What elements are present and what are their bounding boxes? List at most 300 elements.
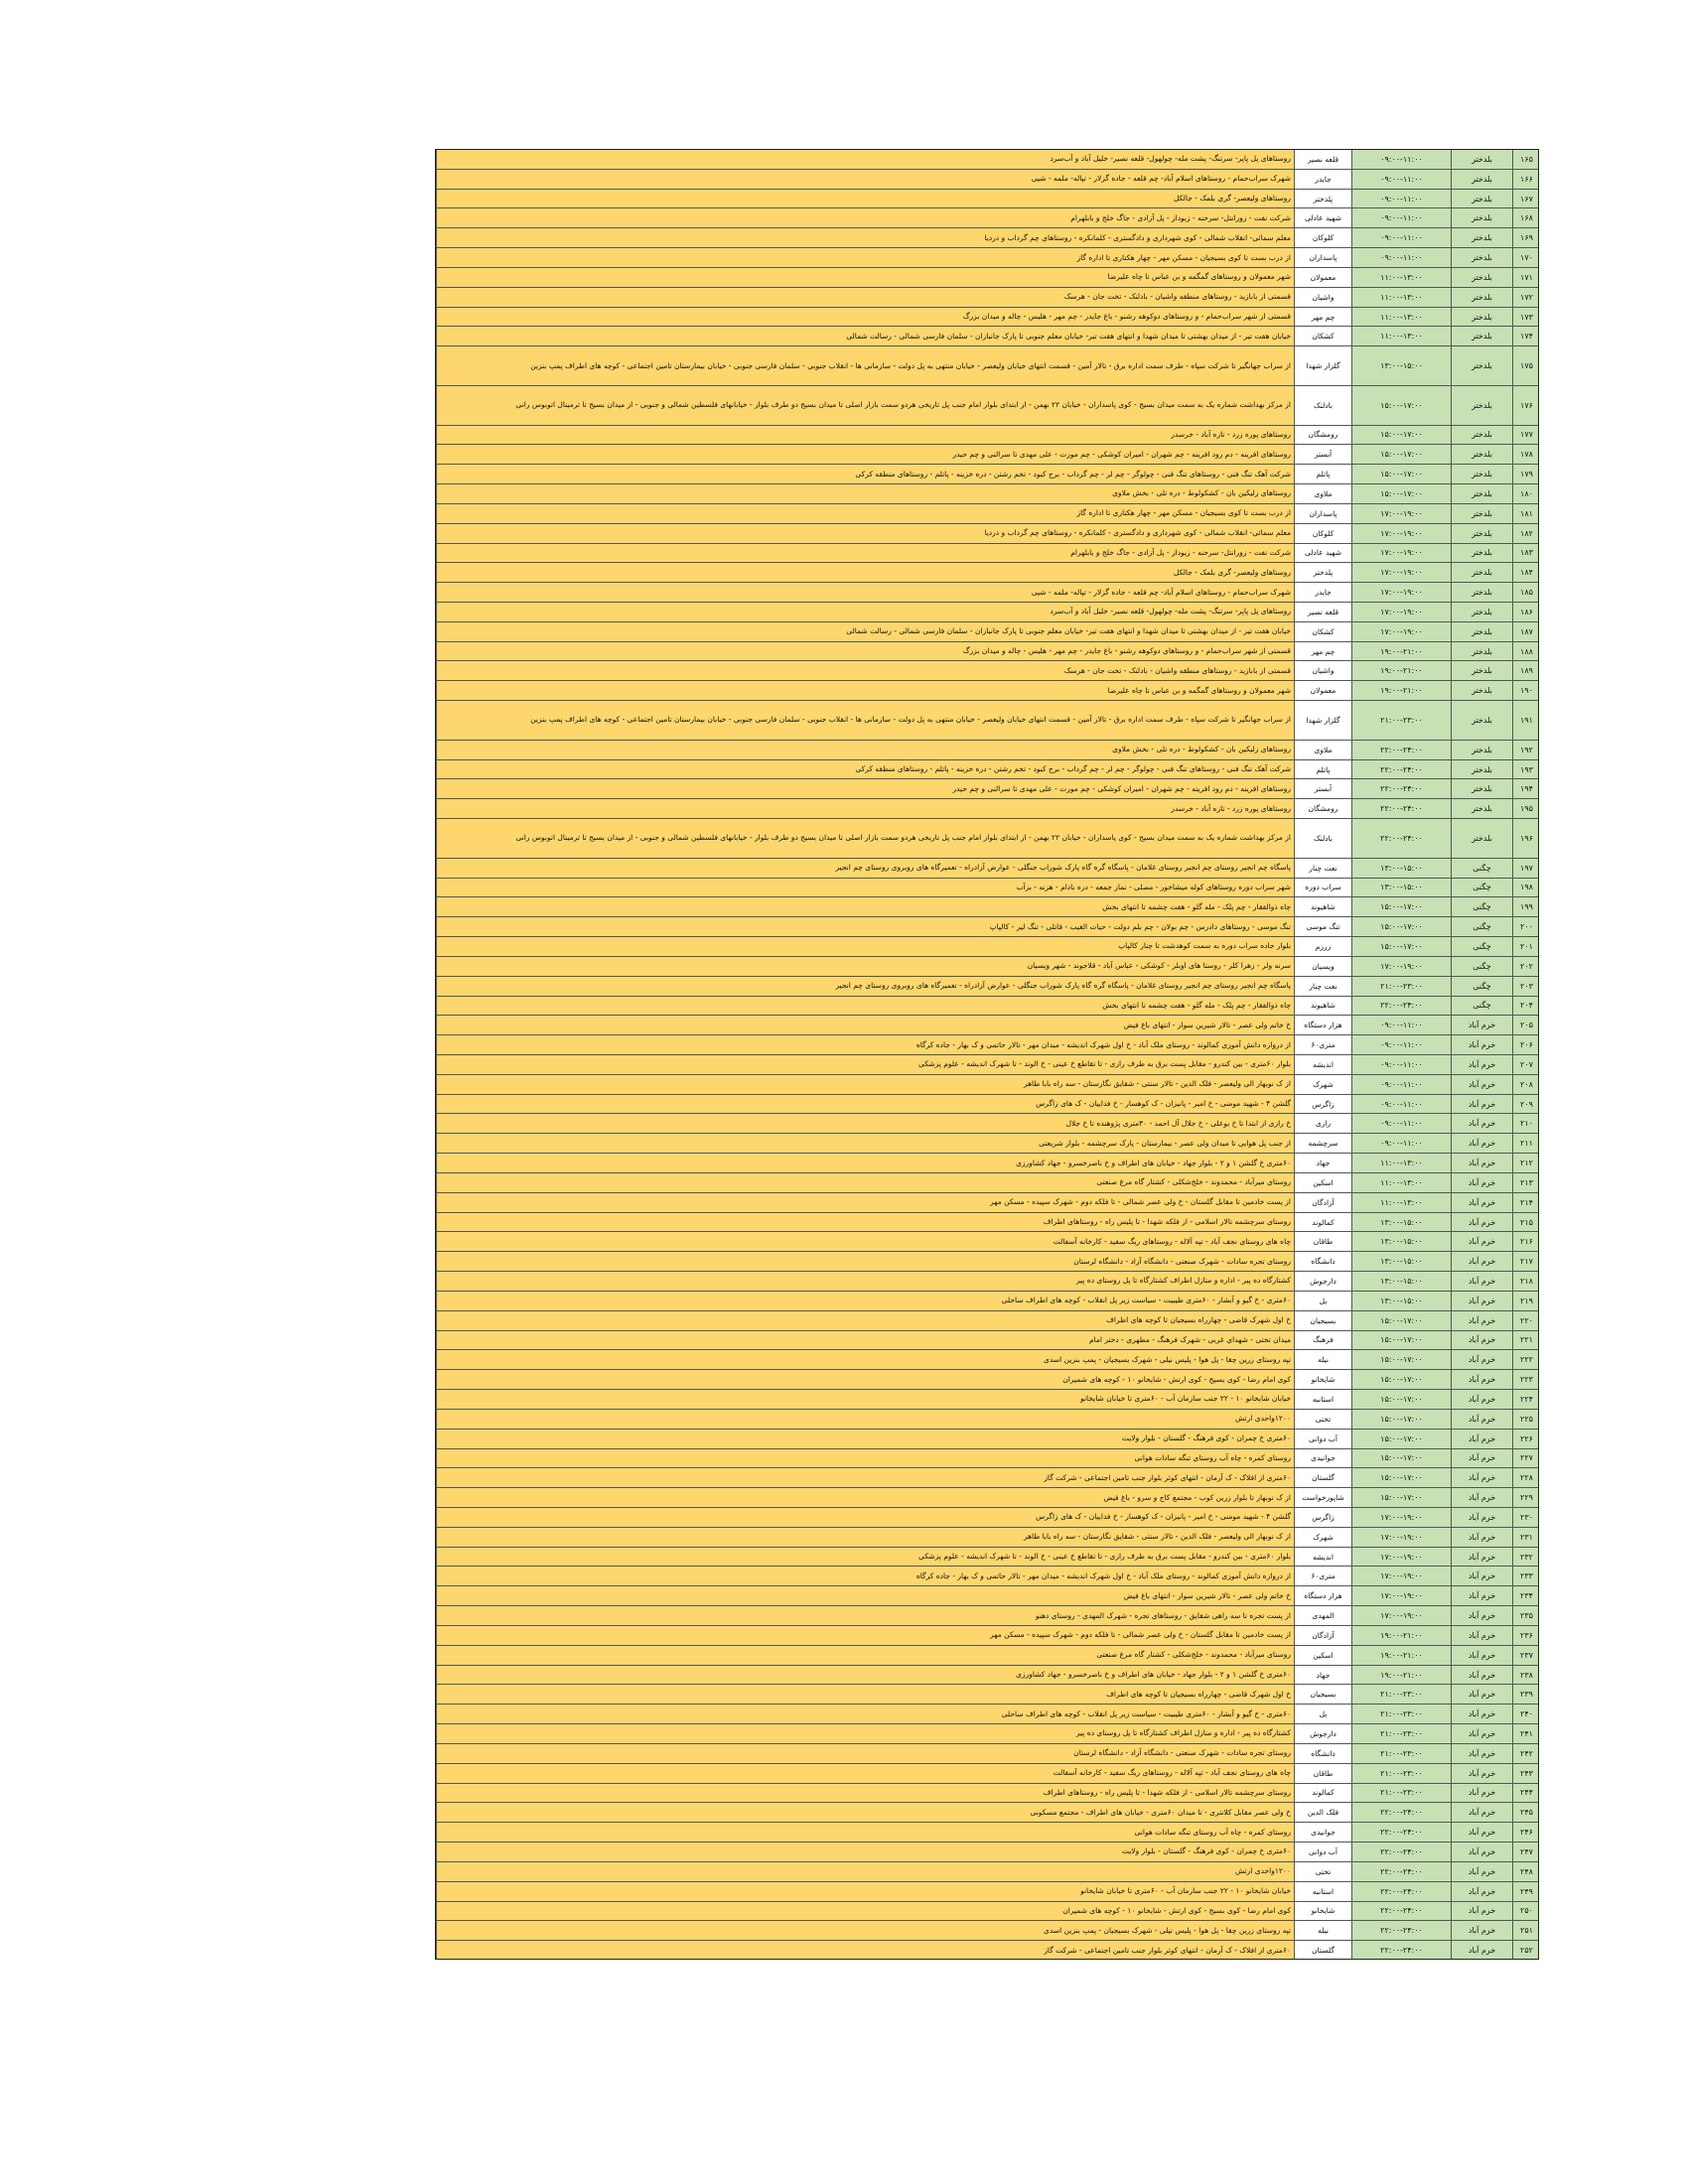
description-cell: ۶۰متری از افلاک - ک آرمان - انتهای کوثر بلوار جنب تامین اجتماعی - شرکت گاز	[436, 1941, 1294, 1960]
area-cell: کشکان	[1294, 327, 1351, 345]
time-cell: ۱۷:۰۰-۱۹:۰۰	[1351, 957, 1451, 976]
description-cell: ۱۲۰۰واحدی ارتش	[436, 1410, 1294, 1429]
row-number: ۱۹۰	[1512, 681, 1539, 700]
area-cell: کمالوند	[1294, 1213, 1351, 1232]
county-cell: خرم آباد	[1451, 1430, 1512, 1448]
time-cell: ۱۱:۰۰-۱۳:۰۰	[1351, 288, 1451, 307]
description-cell: تپه روستای زرین چقا - پل هوا - پلیس نیلی - شهرک بسیجیان - پمپ بنزین اسدی	[436, 1921, 1294, 1940]
row-number: ۲۳۸	[1512, 1666, 1539, 1685]
table-row	[436, 1606, 1538, 1626]
county-cell: بلدختر	[1451, 327, 1512, 345]
table-row	[436, 190, 1538, 209]
time-cell: ۰۹:۰۰-۱۱:۰۰	[1351, 1035, 1451, 1054]
county-cell: بلدختر	[1451, 248, 1512, 267]
area-cell: بسیجیان	[1294, 1685, 1351, 1704]
description-cell: شرکت آهک تنگ فنی - روستاهای تنگ فنی - چولوگر - چم لر - چم گرداب - برج کبود - تخم رشتن - دره خزینه - پاتلم - روستاهای منطقه کرکی	[436, 465, 1294, 483]
description-cell: سرنه ولر - زهرا کلر - روستا های اوبلر - کوشکی - عباس آباد - قلاجوند - شهر ویسیان	[436, 957, 1294, 976]
area-cell: دانشگاه	[1294, 1252, 1351, 1271]
county-cell: خرم آباد	[1451, 1902, 1512, 1921]
time-cell: ۱۷:۰۰-۱۹:۰۰	[1351, 622, 1451, 641]
area-cell: اسکین	[1294, 1173, 1351, 1192]
area-cell: شهرک	[1294, 1528, 1351, 1547]
table-row	[436, 1232, 1538, 1252]
row-number: ۲۱۹	[1512, 1292, 1539, 1310]
table-row	[436, 1370, 1538, 1390]
county-cell: بلدختر	[1451, 386, 1512, 425]
row-number: ۱۹۲	[1512, 741, 1539, 759]
row-number: ۱۸۵	[1512, 583, 1539, 602]
description-cell: روستای کمره - چاه آب روستای تنگه سادات هوانی	[436, 1449, 1294, 1468]
row-number: ۲۴۱	[1512, 1724, 1539, 1743]
area-cell: استانبه	[1294, 1882, 1351, 1901]
time-cell: ۲۲:۰۰-۲۴:۰۰	[1351, 1803, 1451, 1822]
description-cell: روستاهای افرینه - دم رود افرینه - چم شهران - امیران کوشکی - چم مورت - علی مهدی تا سرالنی و چم حیدر	[436, 779, 1294, 798]
area-cell: شاهیوند	[1294, 897, 1351, 916]
county-cell: بلدختر	[1451, 779, 1512, 798]
row-number: ۲۴۷	[1512, 1843, 1539, 1861]
county-cell: بلدختر	[1451, 524, 1512, 543]
description-cell: از دروازه دانش آموزی کمالوند - روستای ملک آباد - خ اول شهرک اندیشه - میدان مهر - تالار حاتمی و ک بهار - جاده کرگاه	[436, 1035, 1294, 1054]
area-cell: واشیان	[1294, 661, 1351, 680]
table-row	[436, 170, 1538, 190]
row-number: ۲۲۸	[1512, 1468, 1539, 1487]
description-cell: معلم سمائی- انقلاب شمالی - کوی شهرداری و دادگستری - کلمانکره - روستاهای چم گرداب و دردیا	[436, 228, 1294, 247]
time-cell: ۲۲:۰۰-۲۴:۰۰	[1351, 1843, 1451, 1861]
time-cell: ۰۹:۰۰-۱۱:۰۰	[1351, 1114, 1451, 1133]
area-cell: بسیجیان	[1294, 1311, 1351, 1330]
table-row	[436, 445, 1538, 465]
county-cell: خرم آباد	[1451, 1685, 1512, 1704]
time-cell: ۱۵:۰۰-۱۷:۰۰	[1351, 1311, 1451, 1330]
time-cell: ۰۹:۰۰-۱۱:۰۰	[1351, 1055, 1451, 1074]
row-number: ۲۳۱	[1512, 1528, 1539, 1547]
table-row	[436, 426, 1538, 446]
county-cell: بلدختر	[1451, 208, 1512, 227]
description-cell: قسمتی از شهر سراب‌حمام - و روستاهای دوکوهه رشنو - باغ جایدر - چم مهر - هلیس - چاله و میدان بزرگ	[436, 308, 1294, 327]
area-cell: بادلنک	[1294, 819, 1351, 858]
row-number: ۲۲۳	[1512, 1370, 1539, 1389]
county-cell: بلدختر	[1451, 504, 1512, 523]
table-row	[436, 1784, 1538, 1804]
table-row	[436, 248, 1538, 268]
time-cell: ۱۱:۰۰-۱۳:۰۰	[1351, 327, 1451, 345]
table-row	[436, 1862, 1538, 1882]
area-cell: جایدر	[1294, 170, 1351, 189]
county-cell: چگنی	[1451, 879, 1512, 897]
row-number: ۱۷۲	[1512, 288, 1539, 307]
row-number: ۱۶۹	[1512, 228, 1539, 247]
description-cell: از پست تجره تا سه راهی شقایق - روستاهای تجره - شهرک المهدی - روستای دهنو	[436, 1606, 1294, 1625]
area-cell: قلعه نصیر	[1294, 150, 1351, 169]
description-cell: روستاهای پوره زرد - تازه آباد - خرسدر	[436, 426, 1294, 445]
description-cell: از ک نوبهار الی ولیعصر - فلک الدین - تالار سنتی - شقایق نگارستان - سه راه بابا طاهر	[436, 1528, 1294, 1547]
area-cell: رومشگان	[1294, 426, 1351, 445]
time-cell: ۲۲:۰۰-۲۴:۰۰	[1351, 997, 1451, 1016]
county-cell: خرم آباد	[1451, 1232, 1512, 1251]
table-row	[436, 879, 1538, 898]
description-cell: خ خاتم ولی عصر - تالار شیرین سوار - انتهای باغ فیض	[436, 1016, 1294, 1034]
table-row	[436, 308, 1538, 328]
time-cell: ۱۵:۰۰-۱۷:۰۰	[1351, 1370, 1451, 1389]
county-cell: خرم آباد	[1451, 1803, 1512, 1822]
area-cell: گلزار شهدا	[1294, 701, 1351, 740]
row-number: ۱۸۱	[1512, 504, 1539, 523]
area-cell: آب دوانی	[1294, 1843, 1351, 1861]
area-cell: پاسداران	[1294, 248, 1351, 267]
time-cell: ۲۱:۰۰-۲۳:۰۰	[1351, 1724, 1451, 1743]
time-cell: ۰۹:۰۰-۱۱:۰۰	[1351, 150, 1451, 169]
county-cell: خرم آباد	[1451, 1941, 1512, 1960]
time-cell: ۱۳:۰۰-۱۵:۰۰	[1351, 346, 1451, 385]
area-cell: شهید عادلی	[1294, 208, 1351, 227]
row-number: ۲۲۲	[1512, 1350, 1539, 1369]
table-row	[436, 603, 1538, 622]
county-cell: خرم آباد	[1451, 1311, 1512, 1330]
area-cell: کشکان	[1294, 622, 1351, 641]
time-cell: ۱۷:۰۰-۱۹:۰۰	[1351, 1528, 1451, 1547]
row-number: ۲۳۲	[1512, 1548, 1539, 1567]
description-cell: از سراب جهانگیر تا شرکت سپاه - طرف سمت اداره برق - تالار آمین - قسمت انتهای خیابان ولیعصر - خیابان منتهی به پل دولت - سازمانی ها - انقلاب جنوبی - سلمان فارسی جنوبی - خیابان بیمارستان تامین اجتماعی - کوچه های اطراف پمپ بنزین	[436, 701, 1294, 740]
table-row	[436, 897, 1538, 917]
county-cell: خرم آباد	[1451, 1468, 1512, 1487]
county-cell: خرم آباد	[1451, 1134, 1512, 1153]
description-cell: روستاهای زلیکین بان - کشکولوط - دره تلی - بخش ملاوی	[436, 484, 1294, 503]
area-cell: پاتلم	[1294, 760, 1351, 779]
county-cell: بلدختر	[1451, 268, 1512, 287]
county-cell: بلدختر	[1451, 308, 1512, 327]
county-cell: خرم آباد	[1451, 1843, 1512, 1861]
row-number: ۲۱۶	[1512, 1232, 1539, 1251]
time-cell: ۱۹:۰۰-۲۱:۰۰	[1351, 661, 1451, 680]
county-cell: چگنی	[1451, 997, 1512, 1016]
row-number: ۲۰۰	[1512, 917, 1539, 936]
time-cell: ۲۲:۰۰-۲۴:۰۰	[1351, 1823, 1451, 1842]
table-row	[436, 917, 1538, 937]
row-number: ۲۵۱	[1512, 1921, 1539, 1940]
row-number: ۲۳۶	[1512, 1626, 1539, 1645]
row-number: ۲۴۴	[1512, 1784, 1539, 1803]
county-cell: بلدختر	[1451, 288, 1512, 307]
table-row	[436, 859, 1538, 879]
description-cell: از درب بست تا کوی بسیجیان - مسکن مهر - چهار هکتاری تا اداره گاز	[436, 504, 1294, 523]
row-number: ۲۴۲	[1512, 1744, 1539, 1763]
county-cell: خرم آباد	[1451, 1882, 1512, 1901]
table-row	[436, 1941, 1538, 1960]
time-cell: ۱۵:۰۰-۱۷:۰۰	[1351, 386, 1451, 425]
description-cell: چاه های روستای نجف آباد - تپه آلاله - روستاهای ریگ سفید - کارخانه آسفالت	[436, 1764, 1294, 1783]
table-row	[436, 1882, 1538, 1902]
table-row	[436, 208, 1538, 228]
area-cell: دانشگاه	[1294, 1744, 1351, 1763]
table-row	[436, 1075, 1538, 1095]
area-cell: تختی	[1294, 1862, 1351, 1881]
area-cell: آزادگان	[1294, 1193, 1351, 1212]
time-cell: ۲۲:۰۰-۲۴:۰۰	[1351, 779, 1451, 798]
row-number: ۲۵۲	[1512, 1941, 1539, 1960]
table-row	[436, 386, 1538, 426]
time-cell: ۲۱:۰۰-۲۳:۰۰	[1351, 1784, 1451, 1803]
area-cell: واشیان	[1294, 288, 1351, 307]
county-cell: بلدختر	[1451, 701, 1512, 740]
area-cell: طاقان	[1294, 1232, 1351, 1251]
row-number: ۱۹۶	[1512, 819, 1539, 858]
county-cell: خرم آباد	[1451, 1114, 1512, 1133]
county-cell: خرم آباد	[1451, 1173, 1512, 1192]
time-cell: ۱۵:۰۰-۱۷:۰۰	[1351, 445, 1451, 464]
table-row	[436, 1350, 1538, 1370]
table-row	[436, 642, 1538, 662]
description-cell: چاه ذوالفقار - چم پلک - مله گلو - هفت چشمه تا انتهای بخش	[436, 997, 1294, 1016]
description-cell: شهر سراب دوره روستاهای کوله میشاخور - مصلی - نماز جمعه - دره بادام - هزنه - بزآب	[436, 879, 1294, 897]
time-cell: ۱۵:۰۰-۱۷:۰۰	[1351, 426, 1451, 445]
description-cell: از سراب جهانگیر تا شرکت سپاه - طرف سمت اداره برق - تالار آمین - قسمت انتهای خیابان ولیعصر - خیابان منتهی به پل دولت - سازمانی ها - انقلاب جنوبی - سلمان فارسی جنوبی - خیابان بیمارستان تامین اجتماعی - کوچه های اطراف پمپ بنزین	[436, 346, 1294, 385]
row-number: ۱۷۶	[1512, 386, 1539, 425]
row-number: ۱۷۰	[1512, 248, 1539, 267]
county-cell: چگنی	[1451, 917, 1512, 936]
area-cell: پاسداران	[1294, 504, 1351, 523]
county-cell: خرم آباد	[1451, 1370, 1512, 1389]
description-cell: خیابان شایخانو ۱۰ - ۲۲ جنب سازمان آب - ۶۰متری تا خیابان شایخانو	[436, 1390, 1294, 1409]
time-cell: ۱۵:۰۰-۱۷:۰۰	[1351, 1410, 1451, 1429]
description-cell: شرکت نفت - زورانتل- سرحنه - زیوداز - پل آزادی - جاگ خلج و بابلهرام	[436, 208, 1294, 227]
description-cell: شهرک سراب‌حمام - روستاهای اسلام آباد- چم قلعه - جاده گزلار - تپاله- ملمه - شیی	[436, 170, 1294, 189]
time-cell: ۱۵:۰۰-۱۷:۰۰	[1351, 1430, 1451, 1448]
description-cell: از پست خادمین تا مقابل گلستان - خ ولی عصر شمالی - تا فلکه دوم - شهرک سپیده - مسکن مهر	[436, 1193, 1294, 1212]
table-row	[436, 997, 1538, 1017]
area-cell: اندیشه	[1294, 1055, 1351, 1074]
description-cell: خیابان شایخانو ۱۰ - ۲۲ جنب سازمان آب - ۶۰متری تا خیابان شایخانو	[436, 1882, 1294, 1901]
time-cell: ۲۲:۰۰-۲۴:۰۰	[1351, 1882, 1451, 1901]
description-cell: خ اول شهرک قاضی - چهارراه بسیجیان تا کوچه های اطراف	[436, 1311, 1294, 1330]
time-cell: ۱۳:۰۰-۱۵:۰۰	[1351, 859, 1451, 878]
description-cell: شهرک سراب‌حمام - روستاهای اسلام آباد- چم قلعه - جاده گزلار - تپاله- ملمه - شیی	[436, 583, 1294, 602]
table-row	[436, 1666, 1538, 1686]
county-cell: خرم آباد	[1451, 1075, 1512, 1094]
time-cell: ۱۷:۰۰-۱۹:۰۰	[1351, 563, 1451, 582]
area-cell: زاگرس	[1294, 1508, 1351, 1527]
description-cell: شرکت آهک تنگ فنی - روستاهای تنگ فنی - چولوگر - چم لر - چم گرداب - برج کبود - تخم رشتن - دره خزینه - پاتلم - روستاهای منطقه کرکی	[436, 760, 1294, 779]
county-cell: بلدختر	[1451, 583, 1512, 602]
area-cell: جایدر	[1294, 583, 1351, 602]
table-row	[436, 1449, 1538, 1469]
county-cell: بلدختر	[1451, 661, 1512, 680]
time-cell: ۱۱:۰۰-۱۳:۰۰	[1351, 1193, 1451, 1212]
area-cell: آب دوانی	[1294, 1430, 1351, 1448]
row-number: ۲۰۵	[1512, 1016, 1539, 1034]
table-row	[436, 268, 1538, 288]
time-cell: ۱۹:۰۰-۲۱:۰۰	[1351, 1666, 1451, 1685]
description-cell: تنگ موسی - روستاهای دادرس - چم بولان - چم بلم دولت - حیات الغیب - قاتلی - تنگ لیر - کالپاپ	[436, 917, 1294, 936]
area-cell: نیله	[1294, 1921, 1351, 1940]
county-cell: بلدختر	[1451, 741, 1512, 759]
row-number: ۲۲۶	[1512, 1430, 1539, 1448]
area-cell: ۶۰متری	[1294, 1035, 1351, 1054]
area-cell: گلزار شهدا	[1294, 346, 1351, 385]
time-cell: ۱۳:۰۰-۱۵:۰۰	[1351, 879, 1451, 897]
county-cell: خرم آباد	[1451, 1862, 1512, 1881]
county-cell: خرم آباد	[1451, 1292, 1512, 1310]
description-cell: قسمتی از شهر سراب‌حمام - و روستاهای دوکوهه رشنو - باغ جایدر - چم مهر - هلیس - چاله و میدان بزرگ	[436, 642, 1294, 661]
county-cell: خرم آباد	[1451, 1390, 1512, 1409]
row-number: ۱۷۸	[1512, 445, 1539, 464]
time-cell: ۱۷:۰۰-۱۹:۰۰	[1351, 544, 1451, 563]
area-cell: سراب دوره	[1294, 879, 1351, 897]
row-number: ۱۶۵	[1512, 150, 1539, 169]
table-row	[436, 150, 1538, 170]
time-cell: ۱۳:۰۰-۱۵:۰۰	[1351, 1213, 1451, 1232]
area-cell: پلدختر	[1294, 563, 1351, 582]
row-number: ۲۲۱	[1512, 1331, 1539, 1350]
table-row	[436, 1567, 1538, 1586]
row-number: ۲۰۱	[1512, 937, 1539, 956]
table-row	[436, 1586, 1538, 1606]
county-cell: خرم آباد	[1451, 1331, 1512, 1350]
description-cell: روستای سرچشمه تالار اسلامی - از فلکه شهدا - تا پلیس راه - روستاهای اطراف	[436, 1784, 1294, 1803]
row-number: ۲۱۷	[1512, 1252, 1539, 1271]
row-number: ۱۸۲	[1512, 524, 1539, 543]
description-cell: خیابان هفت تیر - از میدان بهشتی تا میدان شهدا و انتهای هفت تیر- خیابان معلم جنوبی تا پارک جانبازان - سلمان فارسی شمالی - رسالت شمالی	[436, 327, 1294, 345]
county-cell: بلدختر	[1451, 445, 1512, 464]
row-number: ۲۳۴	[1512, 1586, 1539, 1605]
row-number: ۱۸۴	[1512, 563, 1539, 582]
time-cell: ۱۹:۰۰-۲۱:۰۰	[1351, 642, 1451, 661]
table-row	[436, 1390, 1538, 1410]
description-cell: روستای تجره سادات - شهرک صنعتی - دانشگاه آزاد - دانشگاه لرستان	[436, 1252, 1294, 1271]
row-number: ۲۱۲	[1512, 1154, 1539, 1172]
table-row	[436, 819, 1538, 859]
row-number: ۲۰۸	[1512, 1075, 1539, 1094]
table-row	[436, 1331, 1538, 1351]
time-cell: ۱۱:۰۰-۱۳:۰۰	[1351, 308, 1451, 327]
table-row	[436, 288, 1538, 308]
table-row	[436, 1685, 1538, 1705]
county-cell: خرم آباد	[1451, 1646, 1512, 1665]
time-cell: ۱۵:۰۰-۱۷:۰۰	[1351, 1468, 1451, 1487]
area-cell: ویسیان	[1294, 957, 1351, 976]
row-number: ۲۰۶	[1512, 1035, 1539, 1054]
table-row	[436, 1213, 1538, 1233]
county-cell: خرم آباد	[1451, 1764, 1512, 1783]
time-cell: ۱۱:۰۰-۱۳:۰۰	[1351, 268, 1451, 287]
area-cell: شاپورخواست	[1294, 1488, 1351, 1507]
area-cell: جهاد	[1294, 1666, 1351, 1685]
row-number: ۲۴۵	[1512, 1803, 1539, 1822]
area-cell: کلوکان	[1294, 524, 1351, 543]
row-number: ۲۰۴	[1512, 997, 1539, 1016]
description-cell: ۶۰متری - خ گیو و آبشار - ۶۰متری طیبیت - سیاست زیر پل انقلاب - کوچه های اطراف ساحلی	[436, 1705, 1294, 1723]
row-number: ۲۲۰	[1512, 1311, 1539, 1330]
row-number: ۲۲۹	[1512, 1488, 1539, 1507]
area-cell: ۶۰متری	[1294, 1567, 1351, 1585]
table-row	[436, 741, 1538, 760]
county-cell: خرم آباد	[1451, 1666, 1512, 1685]
row-number: ۱۷۷	[1512, 426, 1539, 445]
row-number: ۱۸۹	[1512, 661, 1539, 680]
table-row	[436, 1114, 1538, 1134]
description-cell: از مرکز بهداشت شماره یک به سمت میدان بسیج - کوی پاسداران - خیابان ۲۲ بهمن - از ابتدای بلوار امام جنب پل تاریخی هردو سمت بازار اصلی تا میدان بسیج دو طرف بلوار - خیابانهای فلسطین شمالی و جنوبی - از میدان بسیج تا ترمینال اتوبوس رانی	[436, 386, 1294, 425]
area-cell: رومشگان	[1294, 799, 1351, 818]
table-row	[436, 524, 1538, 544]
time-cell: ۱۷:۰۰-۱۹:۰۰	[1351, 603, 1451, 621]
row-number: ۱۷۹	[1512, 465, 1539, 483]
description-cell: ۶۰متری - خ گیو و آبشار - ۶۰متری طیبیت - سیاست زیر پل انقلاب - کوچه های اطراف ساحلی	[436, 1292, 1294, 1310]
area-cell: بل	[1294, 1705, 1351, 1723]
schedule-table	[435, 149, 1539, 1960]
county-cell: خرم آباد	[1451, 1095, 1512, 1114]
table-row	[436, 1016, 1538, 1035]
county-cell: خرم آباد	[1451, 1528, 1512, 1547]
county-cell: خرم آباد	[1451, 1784, 1512, 1803]
area-cell: دارجوش	[1294, 1724, 1351, 1743]
time-cell: ۱۹:۰۰-۲۱:۰۰	[1351, 681, 1451, 700]
county-cell: بلدختر	[1451, 426, 1512, 445]
county-cell: خرم آباد	[1451, 1055, 1512, 1074]
area-cell: کلوکان	[1294, 228, 1351, 247]
description-cell: خ ولی عصر مقابل کلانتری - تا میدان ۶۰متری - خیابان های اطراف - مجتمع مسکونی	[436, 1803, 1294, 1822]
area-cell: معمولان	[1294, 681, 1351, 700]
row-number: ۱۸۳	[1512, 544, 1539, 563]
area-cell: هزار دستگاه	[1294, 1586, 1351, 1605]
table-row	[436, 1626, 1538, 1646]
area-cell: نعت چنار	[1294, 859, 1351, 878]
time-cell: ۰۹:۰۰-۱۱:۰۰	[1351, 1134, 1451, 1153]
time-cell: ۱۷:۰۰-۱۹:۰۰	[1351, 1606, 1451, 1625]
time-cell: ۲۱:۰۰-۲۳:۰۰	[1351, 1685, 1451, 1704]
county-cell: خرم آباد	[1451, 1016, 1512, 1034]
area-cell: استانبه	[1294, 1390, 1351, 1409]
description-cell: چاه ذوالفقار - چم پلک - مله گلو - هفت چشمه تا انتهای بخش	[436, 897, 1294, 916]
time-cell: ۱۹:۰۰-۲۱:۰۰	[1351, 1646, 1451, 1665]
area-cell: آبستر	[1294, 779, 1351, 798]
time-cell: ۱۵:۰۰-۱۷:۰۰	[1351, 465, 1451, 483]
area-cell: چم مهر	[1294, 642, 1351, 661]
county-cell: چگنی	[1451, 897, 1512, 916]
row-number: ۱۸۷	[1512, 622, 1539, 641]
description-cell: از ک نوبهار الی ولیعصر - فلک الدین - تالار سنتی - شقایق نگارستان - سه راه بابا طاهر	[436, 1075, 1294, 1094]
table-row	[436, 681, 1538, 701]
time-cell: ۱۷:۰۰-۱۹:۰۰	[1351, 583, 1451, 602]
time-cell: ۰۹:۰۰-۱۱:۰۰	[1351, 248, 1451, 267]
table-row	[436, 1311, 1538, 1331]
county-cell: بلدختر	[1451, 170, 1512, 189]
table-row	[436, 1548, 1538, 1568]
area-cell: دارجوش	[1294, 1272, 1351, 1291]
area-cell: نعت چنار	[1294, 977, 1351, 996]
description-cell: خ رازی از ابتدا تا خ بوعلی - خ جلال آل احمد - ۳۰متری پژوهنده تا خ جلال	[436, 1114, 1294, 1133]
table-row	[436, 504, 1538, 524]
area-cell: آزادگان	[1294, 1626, 1351, 1645]
county-cell: بلدختر	[1451, 465, 1512, 483]
county-cell: خرم آباد	[1451, 1567, 1512, 1585]
table-row	[436, 327, 1538, 346]
table-row	[436, 346, 1538, 386]
table-row	[436, 563, 1538, 583]
time-cell: ۲۱:۰۰-۲۳:۰۰	[1351, 1744, 1451, 1763]
row-number: ۲۴۹	[1512, 1882, 1539, 1901]
description-cell: ۶۰متری خ چمران - کوی فرهنگ - گلستان - بلوار ولایت	[436, 1843, 1294, 1861]
description-cell: از جنب پل هوایی تا میدان ولی عصر - بیمارستان - پارک سرچشمه - بلوار شریعتی	[436, 1134, 1294, 1153]
description-cell: قسمتی از بابازید - روستاهای منطقه واشیان - بادلنک - تخت جان - هرسک	[436, 661, 1294, 680]
time-cell: ۰۹:۰۰-۱۱:۰۰	[1351, 1016, 1451, 1034]
description-cell: بلوار جاده سراب دوره به سمت کوهدشت تا چنار کالپاپ	[436, 937, 1294, 956]
row-number: ۲۱۵	[1512, 1213, 1539, 1232]
time-cell: ۱۵:۰۰-۱۷:۰۰	[1351, 1390, 1451, 1409]
description-cell: ۶۰متری خ گلشن ۱ و ۲ - بلوار جهاد - خیابان های اطراف و خ ناصرخسرو - جهاد کشاورزی	[436, 1154, 1294, 1172]
county-cell: خرم آباد	[1451, 1744, 1512, 1763]
county-cell: خرم آباد	[1451, 1921, 1512, 1940]
description-cell: شرکت نفت - زورانتل- سرحنه - زیوداز - پل آزادی - جاگ خلج و بابلهرام	[436, 544, 1294, 563]
table-row	[436, 1724, 1538, 1744]
